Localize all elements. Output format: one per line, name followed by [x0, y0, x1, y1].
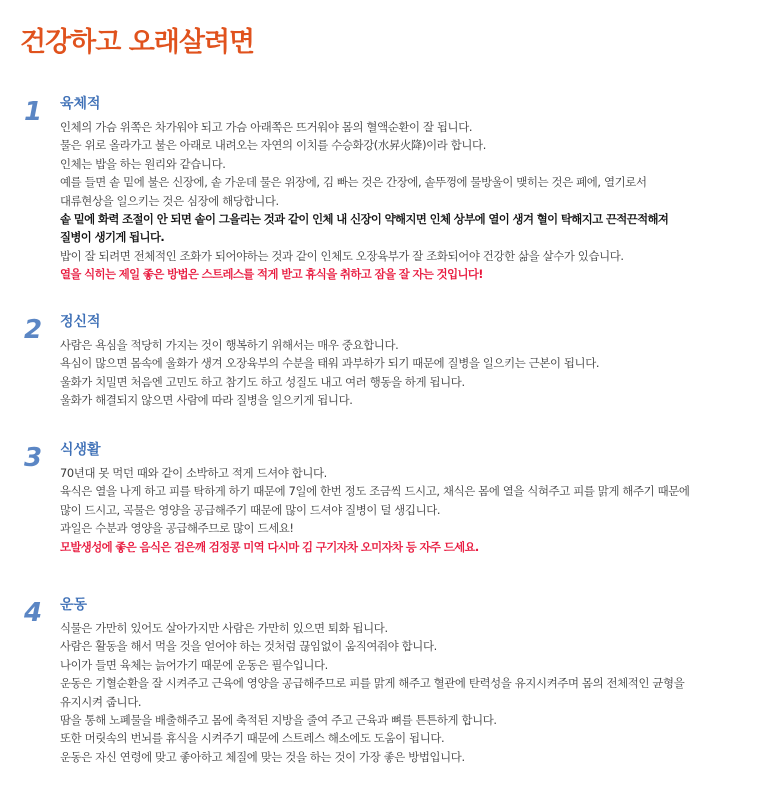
- section-number: 4: [24, 598, 43, 626]
- body-line: 욕심이 많으면 몸속에 울화가 생겨 오장육부의 수분을 태워 과부하가 되기 때문에 질병을 일으키는 근본이 됩니다.: [60, 356, 600, 371]
- section-number-badge: [22, 313, 50, 343]
- section-title: 정신적: [60, 314, 101, 330]
- section-number-badge: [22, 441, 50, 471]
- section-number: 3: [24, 443, 43, 471]
- section-number-badge: [22, 95, 50, 125]
- section-title: 운동: [60, 597, 88, 613]
- section-body: [60, 118, 760, 284]
- body-line: 물은 위로 올라가고 불은 아래로 내려오는 자연의 이치를 수승화강(水昇火降)이라 합니다.: [60, 138, 486, 153]
- body-line: 또한 머릿속의 번뇌를 휴식을 시켜주기 때문에 스트레스 해소에도 도움이 됩니다.: [60, 731, 445, 746]
- body-line: 울화가 해결되지 않으면 사람에 따라 질병을 일으키게 됩니다.: [60, 393, 353, 408]
- body-line: 모발생성에 좋은 음식은 검은깨 검정콩 미역 다시마 김 구기자차 오미자차 등 자주 드세요.: [60, 539, 479, 554]
- body-line: 질병이 생기게 됩니다.: [60, 230, 165, 245]
- body-line: 운동은 기혈순환을 잘 시켜주고 근육에 영양을 공급해주므로 피를 맑게 해주고 혈관에 탄력성을 유지시켜주며 몸의 전체적인 균형을: [60, 676, 685, 691]
- section-title: 식생활: [60, 442, 101, 458]
- section-number: 2: [24, 315, 43, 343]
- body-line: 열을 식히는 제일 좋은 방법은 스트레스를 적게 받고 휴식을 취하고 잠을 잘 자는 것입니다!: [60, 267, 483, 282]
- section-body: [60, 336, 760, 410]
- section-body: [60, 464, 760, 556]
- body-line: 사람은 욕심을 적당히 가지는 것이 행복하기 위해서는 매우 중요합니다.: [60, 338, 399, 352]
- body-line: 70년대 못 먹던 때와 같이 소박하고 적게 드셔야 합니다.: [60, 466, 327, 480]
- body-line: 인체의 가슴 위쪽은 차가워야 되고 가슴 아래쪽은 뜨거워야 몸의 혈액순환이 잘 됩니다.: [60, 120, 473, 134]
- section-title: 육체적: [60, 96, 101, 112]
- body-line: 육식은 열을 나게 하고 피를 탁하게 하기 때문에 7일에 한번 정도 조금씩 드시고, 채식은 몸에 열을 식혀주고 피를 맑게 해주기 때문에: [60, 484, 690, 499]
- body-line: 땀을 통해 노폐물을 배출해주고 몸에 축적된 지방을 줄여 주고 근육과 뼈를 튼튼하게 합니다.: [60, 713, 497, 728]
- body-line: 대류현상을 일으키는 것은 심장에 해당합니다.: [60, 193, 279, 208]
- body-line: 과일은 수분과 영양을 공급해주므로 많이 드세요!: [60, 521, 294, 536]
- section-body: [60, 619, 760, 766]
- body-line: 운동은 자신 연령에 맞고 좋아하고 체질에 맞는 것을 하는 것이 가장 좋은 방법입니다.: [60, 749, 465, 764]
- body-line: 나이가 들면 육체는 늙어가기 때문에 운동은 필수입니다.: [60, 657, 328, 672]
- body-line: 예를 들면 솥 밑에 불은 신장에, 솥 가운데 물은 위장에, 김 빠는 것은 간장에, 솥뚜껑에 물방울이 맺히는 것은 폐에, 열기로서: [60, 175, 647, 190]
- section-number-badge: [22, 596, 50, 626]
- body-line: 밥이 잘 되려면 전체적인 조화가 되어야하는 것과 같이 인체도 오장육부가 잘 조화되어야 건강한 삶을 살수가 있습니다.: [60, 248, 624, 263]
- body-line: 많이 드시고, 곡물은 영양을 공급해주기 때문에 많이 드셔야 질병이 덜 생깁니다.: [60, 502, 441, 517]
- body-line: 유지시켜 줍니다.: [60, 694, 142, 709]
- body-line: 식물은 가만히 있어도 살아가지만 사람은 가만히 있으면 퇴화 됩니다.: [60, 621, 388, 635]
- body-line: 솥 밑에 화력 조절이 안 되면 솥이 그을리는 것과 같이 인체 내 신장이 약해지면 인체 상부에 열이 생겨 혈이 탁해지고 끈적끈적해져: [60, 212, 669, 227]
- body-line: 사람은 활동을 해서 먹을 것을 얻어야 하는 것처럼 끊임없이 움직여줘야 합니다.: [60, 639, 437, 654]
- body-line: 울화가 치밀면 처음엔 고민도 하고 참기도 하고 성질도 내고 여러 행동을 하게 됩니다.: [60, 374, 465, 389]
- section-number: 1: [24, 97, 43, 125]
- page-title: 건강하고 오래살려면: [20, 27, 255, 58]
- body-line: 인체는 밥을 하는 원리와 같습니다.: [60, 156, 226, 171]
